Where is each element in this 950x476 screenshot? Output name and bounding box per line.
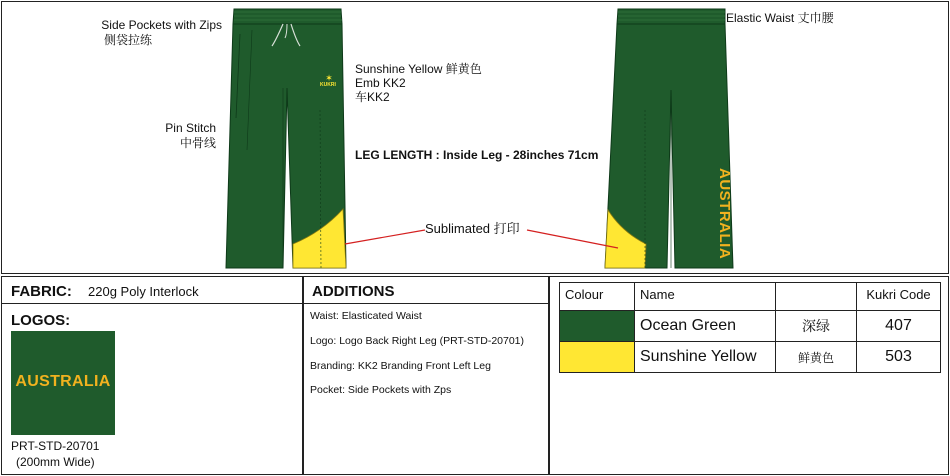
table-row bbox=[560, 342, 941, 373]
side-pockets-label: Side Pockets with Zips bbox=[101, 18, 222, 32]
logos-label: LOGOS: bbox=[11, 312, 71, 329]
colour-table bbox=[559, 282, 941, 373]
emb-line-1: Sunshine Yellow 鲜黄色 bbox=[355, 62, 482, 76]
fabric-label: FABRIC: bbox=[11, 283, 72, 300]
header-kukri-code: Kukri Code bbox=[857, 283, 941, 311]
header-blank bbox=[776, 283, 857, 311]
colour-name: Ocean Green bbox=[635, 311, 776, 342]
fabric-value: 220g Poly Interlock bbox=[88, 284, 199, 299]
emb-line-2: Emb KK2 bbox=[355, 76, 406, 90]
addition-line-branding: Branding: KK2 Branding Front Left Leg bbox=[310, 360, 491, 372]
logo-code: PRT-STD-20701 bbox=[11, 439, 100, 453]
header-colour: Colour bbox=[560, 283, 635, 311]
pin-stitch-label: Pin Stitch bbox=[165, 121, 216, 135]
additions-panel bbox=[303, 276, 549, 475]
colour-code: 407 bbox=[857, 311, 941, 342]
sublimated-label: Sublimated 打印 bbox=[425, 221, 520, 236]
pin-stitch-cn: 中骨线 bbox=[179, 136, 216, 150]
colour-name-cn: 鲜黄色 bbox=[776, 342, 857, 373]
callout-line-back bbox=[527, 230, 618, 248]
svg-text:✶: ✶ bbox=[325, 74, 333, 84]
addition-line-waist: Waist: Elasticated Waist bbox=[310, 310, 422, 322]
elastic-waist-label: Elastic Waist 丈巾腰 bbox=[726, 11, 834, 25]
table-row bbox=[560, 311, 941, 342]
back-leg-text: AUSTRALIA bbox=[716, 168, 733, 260]
colour-swatch bbox=[560, 342, 635, 373]
callout-line-front bbox=[345, 230, 425, 244]
leg-length: LEG LENGTH : Inside Leg - 28inches 71cm bbox=[355, 148, 599, 162]
colour-table-header bbox=[560, 283, 941, 311]
emb-line-3: 车KK2 bbox=[355, 90, 390, 104]
additions-title: ADDITIONS bbox=[312, 283, 395, 300]
colour-code: 503 bbox=[857, 342, 941, 373]
header-name: Name bbox=[635, 283, 776, 311]
divider-line bbox=[1, 303, 549, 304]
colour-name-cn: 深绿 bbox=[776, 311, 857, 342]
addition-line-pocket: Pocket: Side Pockets with Zps bbox=[310, 384, 452, 396]
logo-size: (200mm Wide) bbox=[16, 455, 95, 469]
colour-swatch bbox=[560, 311, 635, 342]
side-pockets-cn: 侧袋拉练 bbox=[104, 33, 153, 47]
logo-swatch bbox=[11, 331, 115, 435]
front-logo-text: KUKRI bbox=[320, 82, 336, 88]
addition-line-logo: Logo: Logo Back Right Leg (PRT-STD-20701) bbox=[310, 335, 525, 347]
colour-name: Sunshine Yellow bbox=[635, 342, 776, 373]
logo-swatch-text: AUSTRALIA bbox=[15, 373, 111, 390]
front-pant bbox=[226, 9, 346, 268]
